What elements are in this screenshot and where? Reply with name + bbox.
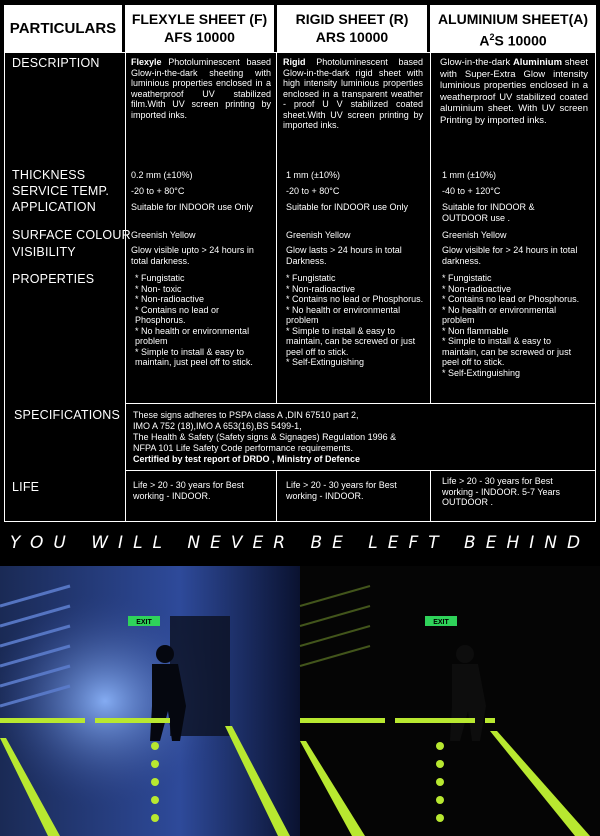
surface-colour-rigid: Greenish Yellow	[286, 230, 351, 240]
spec-line: These signs adheres to PSPA class A ,DIN 67510 part 2,	[133, 410, 359, 420]
description-rigid-text: Photoluminescent based Glow-in-the-dark rigid sheet with high intensity luminious properties enclosed in a transparent weather - proof U V stabilized coated sheet.With UV screen printing by imported inks.	[283, 57, 423, 130]
spec-certified: Certified by test report of DRDO , Ministry of Defence	[133, 454, 361, 464]
divider-spec-left	[125, 403, 126, 470]
aluminium-code-prefix: A	[479, 32, 490, 49]
list-item: * No health or environmental problem	[442, 304, 557, 325]
list-item: * Non flammable	[442, 325, 509, 336]
description-aluminium-bold: Aluminium	[512, 57, 563, 68]
list-item: * No health or environmental problem	[286, 304, 401, 325]
label-surface-colour: SURFACE COLOUR	[12, 228, 131, 242]
properties-rigid	[286, 273, 424, 368]
application-rigid: Suitable for INDOOR use Only	[286, 202, 409, 212]
exit-sign-right-text: EXIT	[433, 619, 449, 626]
thickness-aluminium: 1 mm (±10%)	[442, 170, 496, 180]
header-particulars: PARTICULARS	[4, 5, 122, 52]
spec-line: NFPA 101 Life Safety Code performance requirements.	[133, 443, 353, 453]
list-item: * Simple to install & easy to maintain, can be screwed or just peel off to stick.	[442, 336, 572, 367]
description-flexyle	[131, 57, 271, 120]
divider-col2	[276, 52, 277, 403]
surface-colour-aluminium: Greenish Yellow	[442, 230, 507, 240]
spec-line: IMO A 752 (18),IMO A 653(16),BS 5499-1,	[133, 421, 302, 431]
surface-colour-flexyle: Greenish Yellow	[131, 230, 196, 240]
visibility-aluminium: Glow visible for > 24 hours in total darkness.	[442, 245, 578, 266]
tagline: YOU WILL NEVER BE LEFT BEHIND	[9, 533, 591, 553]
label-specifications: SPECIFICATIONS	[14, 408, 121, 422]
description-aluminium-pre: Glow-in-the-dark	[440, 57, 511, 68]
header-aluminium	[430, 5, 596, 52]
properties-aluminium	[442, 273, 590, 378]
description-aluminium	[440, 57, 588, 126]
divider-life-col1	[125, 470, 126, 522]
life-flexyle: Life > 20 - 30 years for Best working - INDOOR.	[133, 480, 244, 501]
service-temp-rigid: -20 to + 80°C	[286, 186, 340, 196]
header-flexyle-code: AFS 10000	[164, 29, 235, 45]
divider-spec-bottom	[125, 470, 596, 471]
description-flexyle-text: Photoluminescent based Glow-in-the-dark sheeting with luminious properties enclosed in a weatherproof UV stabilized film.With UV screen printing by imported inks.	[131, 57, 271, 120]
list-item: * Fungistatic	[135, 273, 185, 283]
life-aluminium: Life > 20 - 30 years for Best working - INDOOR. 5-7 Years OUTDOOR .	[442, 476, 561, 507]
thickness-flexyle: 0.2 mm (±10%)	[131, 170, 193, 180]
list-item: * Self-Extinguishing	[442, 367, 521, 378]
exit-sign-right	[425, 616, 457, 626]
divider-life-col3	[430, 470, 431, 522]
service-temp-aluminium: -40 to + 120°C	[442, 186, 501, 196]
label-description: DESCRIPTION	[12, 56, 100, 70]
header-aluminium-name: ALUMINIUM SHEET(A)	[437, 11, 589, 27]
life-rigid: Life > 20 - 30 years for Best working - INDOOR.	[286, 480, 397, 501]
description-rigid-bold: Rigid	[283, 57, 306, 67]
header-aluminium-code	[430, 28, 596, 50]
list-item: * Simple to install & easy to maintain, can be screwed or just peel off to stick.	[286, 325, 416, 357]
list-item: * Fungistatic	[442, 273, 492, 283]
list-item: * Contains no lead or Phosphorus.	[286, 294, 424, 304]
aluminium-code-suffix: S 10000	[494, 32, 547, 49]
label-service-temp: SERVICE TEMP.	[12, 184, 110, 198]
visibility-flexyle: Glow visible upto > 24 hours in total darkness.	[131, 245, 254, 266]
label-application: APPLICATION	[12, 200, 96, 214]
list-item: * Contains no lead or Phosphorus.	[135, 304, 220, 325]
divider-spec-top	[125, 403, 596, 404]
list-item: * Contains no lead or Phosphorus.	[442, 294, 580, 304]
list-item: * Simple to install & easy to maintain, just peel off to stick.	[135, 346, 253, 367]
aluminium-code-sup: 2	[489, 32, 495, 42]
list-item: * Fungistatic	[286, 273, 336, 283]
application-flexyle: Suitable for INDOOR use Only	[131, 202, 254, 212]
glow-photo	[0, 566, 600, 836]
description-flexyle-bold: Flexyle	[131, 57, 162, 67]
header-rigid-code: ARS 10000	[315, 29, 389, 45]
service-temp-flexyle: -20 to + 80°C	[131, 186, 185, 196]
divider-col3	[430, 52, 431, 403]
description-aluminium-text: sheet with Super-Extra Glow intensity luminious properties enclosed in a weatherproof UV stabilized coated aluminium sheet. With UV screen Printing by imported inks.	[440, 57, 588, 126]
label-life: LIFE	[12, 480, 40, 494]
label-thickness: THICKNESS	[12, 168, 86, 182]
properties-flexyle	[131, 273, 271, 368]
header-rigid	[277, 5, 427, 52]
label-visibility: VISIBILITY	[12, 245, 76, 259]
header-flexyle	[125, 5, 274, 52]
description-rigid	[283, 57, 423, 131]
label-properties: PROPERTIES	[12, 272, 95, 286]
list-item: * Self-Extinguishing	[286, 357, 365, 367]
header-rigid-name: RIGID SHEET (R)	[295, 11, 409, 27]
specifications-text	[133, 410, 588, 465]
glow-photo-illustration	[0, 566, 600, 836]
list-item: * Non-radioactive	[135, 294, 205, 304]
list-item: * Non-radioactive	[442, 283, 512, 294]
list-item: * No health or environmental problem	[135, 325, 250, 346]
list-item: * Non-radioactive	[286, 283, 356, 294]
spec-line: The Health & Safety (Safety signs & Signages) Regulation 1996 &	[133, 432, 397, 442]
list-item: * Non- toxic	[135, 283, 182, 294]
header-flexyle-name: FLEXYLE SHEET (F)	[131, 11, 268, 27]
thickness-rigid: 1 mm (±10%)	[286, 170, 340, 180]
exit-sign-left	[128, 616, 160, 626]
visibility-rigid: Glow lasts > 24 hours in total Darkness.	[286, 245, 402, 266]
divider-life-col2	[276, 470, 277, 522]
application-aluminium: Suitable for INDOOR & OUTDOOR use .	[442, 202, 535, 223]
exit-sign-left-text: EXIT	[136, 619, 152, 626]
